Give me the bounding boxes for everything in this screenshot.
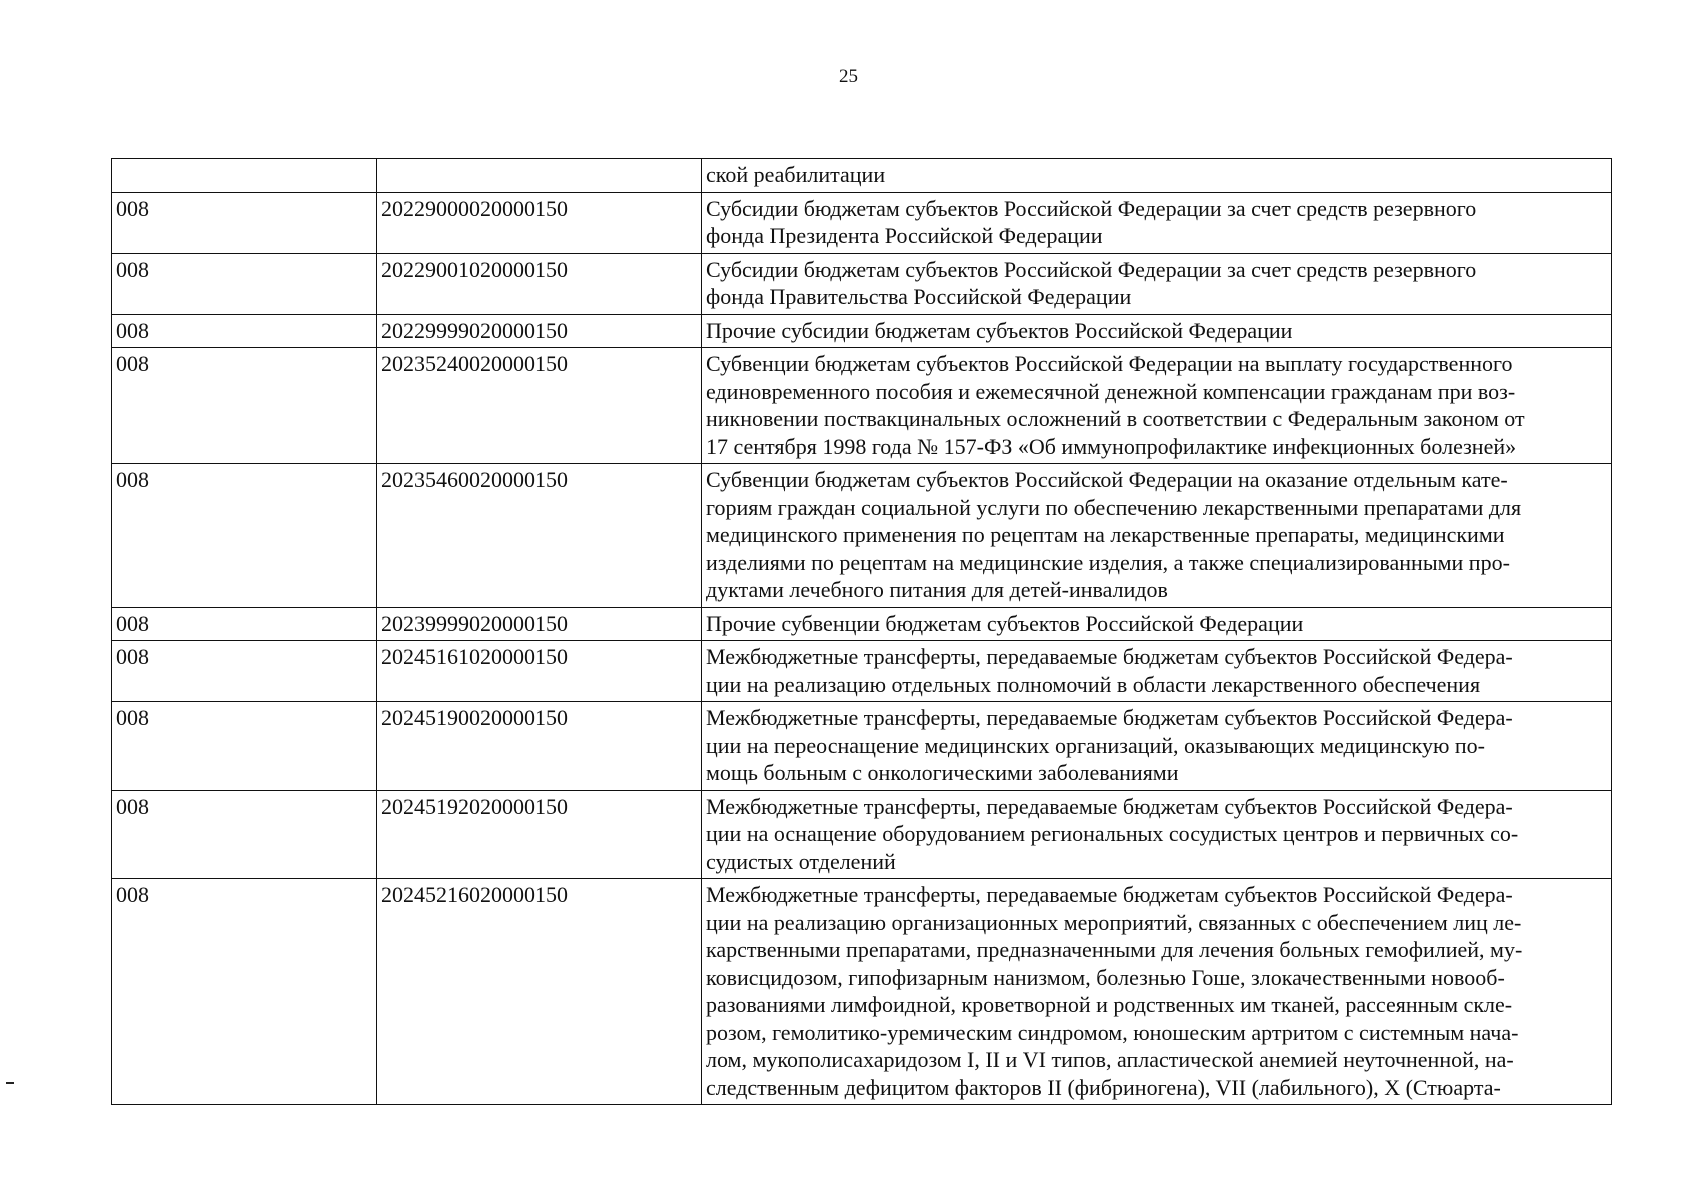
admin-code-cell: 008 <box>112 464 377 608</box>
description-line: гориям граждан социальной услуги по обеспечению лекарственными препаратами для <box>706 494 1522 520</box>
description-line: Межбюджетные трансферты, передаваемые бюджетам субъектов Российской Федера- <box>706 793 1513 819</box>
admin-code-cell: 008 <box>112 641 377 702</box>
description-line: судистых отделений <box>706 848 896 874</box>
revenue-code-cell: 20245192020000150 <box>377 790 702 879</box>
description-line: Субвенции бюджетам субъектов Российской Федерации на выплату государственного <box>706 351 1513 376</box>
description-cell <box>702 192 1612 253</box>
description-line: ции на реализацию отдельных полномочий в области лекарственного обеспечения <box>706 671 1481 697</box>
description-cell <box>702 641 1612 702</box>
description-cell <box>702 702 1612 791</box>
description-cell <box>702 253 1612 314</box>
page-number: 25 <box>839 66 858 87</box>
table-row <box>112 253 1612 314</box>
description-cell <box>702 464 1612 608</box>
revenue-code-cell: 20229000020000150 <box>377 192 702 253</box>
description-line: фонда Правительства Российской Федерации <box>706 284 1132 309</box>
description-line: разованиями лимфоидной, кроветворной и родственных им тканей, рассеянным скле- <box>706 992 1513 1017</box>
description-line: следственным дефицитом факторов II (фибриногена), VII (лабильного), X (Стюарта- <box>706 1074 1501 1100</box>
admin-code-cell: 008 <box>112 253 377 314</box>
description-line: ковисцидозом, гипофизарным нанизмом, болезнью Гоше, злокачественными новооб- <box>706 964 1505 990</box>
description-line: никновении поствакцинальных осложнений в соответствии с Федеральным законом от <box>706 406 1525 431</box>
description-line: ции на оснащение оборудованием региональных сосудистых центров и первичных со- <box>706 821 1519 846</box>
description-cell <box>702 159 1612 193</box>
table-row <box>112 641 1612 702</box>
table-row <box>112 702 1612 791</box>
revenue-code-cell: 20235460020000150 <box>377 464 702 608</box>
description-line: Прочие субвенции бюджетам субъектов Российской Федерации <box>706 610 1304 636</box>
description-cell <box>702 607 1612 641</box>
admin-code-cell: 008 <box>112 348 377 464</box>
table-row <box>112 159 1612 193</box>
table-row <box>112 607 1612 641</box>
description-line: ской реабилитации <box>706 162 886 187</box>
description-line: розом, гемолитико-уремическим синдромом, юношеским артритом с системным нача- <box>706 1019 1519 1045</box>
description-line: ции на реализацию организационных мероприятий, связанных с обеспечением лиц ле- <box>706 909 1522 935</box>
description-line: единовременного пособия и ежемесячной денежной компенсации гражданам при воз- <box>706 378 1516 404</box>
admin-code-cell: 008 <box>112 607 377 641</box>
revenue-code-cell <box>377 159 702 193</box>
description-cell <box>702 314 1612 348</box>
table-row <box>112 314 1612 348</box>
table-row <box>112 879 1612 1105</box>
description-line: фонда Президента Российской Федерации <box>706 223 1103 248</box>
description-line: мощь больным с онкологическими заболеваниями <box>706 760 1179 785</box>
table-row <box>112 348 1612 464</box>
description-cell <box>702 790 1612 879</box>
description-line: 17 сентября 1998 года № 157-ФЗ «Об иммунопрофилактике инфекционных болезней» <box>706 433 1517 459</box>
description-line: ции на переоснащение медицинских организаций, оказывающих медицинскую по- <box>706 732 1486 758</box>
admin-code-cell <box>112 159 377 193</box>
table-body <box>112 159 1612 1105</box>
revenue-code-cell: 20235240020000150 <box>377 348 702 464</box>
margin-mark <box>6 1082 14 1084</box>
description-line: Субвенции бюджетам субъектов Российской Федерации на оказание отдельным кате- <box>706 467 1508 492</box>
revenue-code-cell: 20229001020000150 <box>377 253 702 314</box>
description-line: изделиями по рецептам на медицинские изделия, а также специализированными про- <box>706 549 1510 575</box>
description-line: Субсидии бюджетам субъектов Российской Федерации за счет средств резервного <box>706 195 1477 221</box>
revenue-code-cell: 20239999020000150 <box>377 607 702 641</box>
revenue-code-cell: 20245216020000150 <box>377 879 702 1105</box>
table-row <box>112 790 1612 879</box>
description-line: карственными препаратами, предназначенными для лечения больных гемофилией, му- <box>706 937 1523 962</box>
admin-code-cell: 008 <box>112 192 377 253</box>
description-line: лом, мукополисахаридозом I, II и VI типов, апластической анемией неуточненной, на- <box>706 1047 1514 1072</box>
description-line: Межбюджетные трансферты, передаваемые бюджетам субъектов Российской Федера- <box>706 644 1513 669</box>
description-line: Субсидии бюджетам субъектов Российской Федерации за счет средств резервного <box>706 256 1477 282</box>
budget-classification-table <box>111 158 1612 1105</box>
admin-code-cell: 008 <box>112 314 377 348</box>
description-line: Межбюджетные трансферты, передаваемые бюджетам субъектов Российской Федера- <box>706 882 1513 907</box>
admin-code-cell: 008 <box>112 879 377 1105</box>
description-line: дуктами лечебного питания для детей-инвалидов <box>706 577 1168 602</box>
description-line: медицинского применения по рецептам на лекарственные препараты, медицинскими <box>706 522 1505 547</box>
description-line: Межбюджетные трансферты, передаваемые бюджетам субъектов Российской Федера- <box>706 705 1513 730</box>
description-line: Прочие субсидии бюджетам субъектов Российской Федерации <box>706 317 1293 343</box>
description-cell <box>702 879 1612 1105</box>
admin-code-cell: 008 <box>112 702 377 791</box>
revenue-code-cell: 20229999020000150 <box>377 314 702 348</box>
table-row <box>112 464 1612 608</box>
description-cell <box>702 348 1612 464</box>
admin-code-cell: 008 <box>112 790 377 879</box>
table-row <box>112 192 1612 253</box>
revenue-code-cell: 20245161020000150 <box>377 641 702 702</box>
revenue-code-cell: 20245190020000150 <box>377 702 702 791</box>
